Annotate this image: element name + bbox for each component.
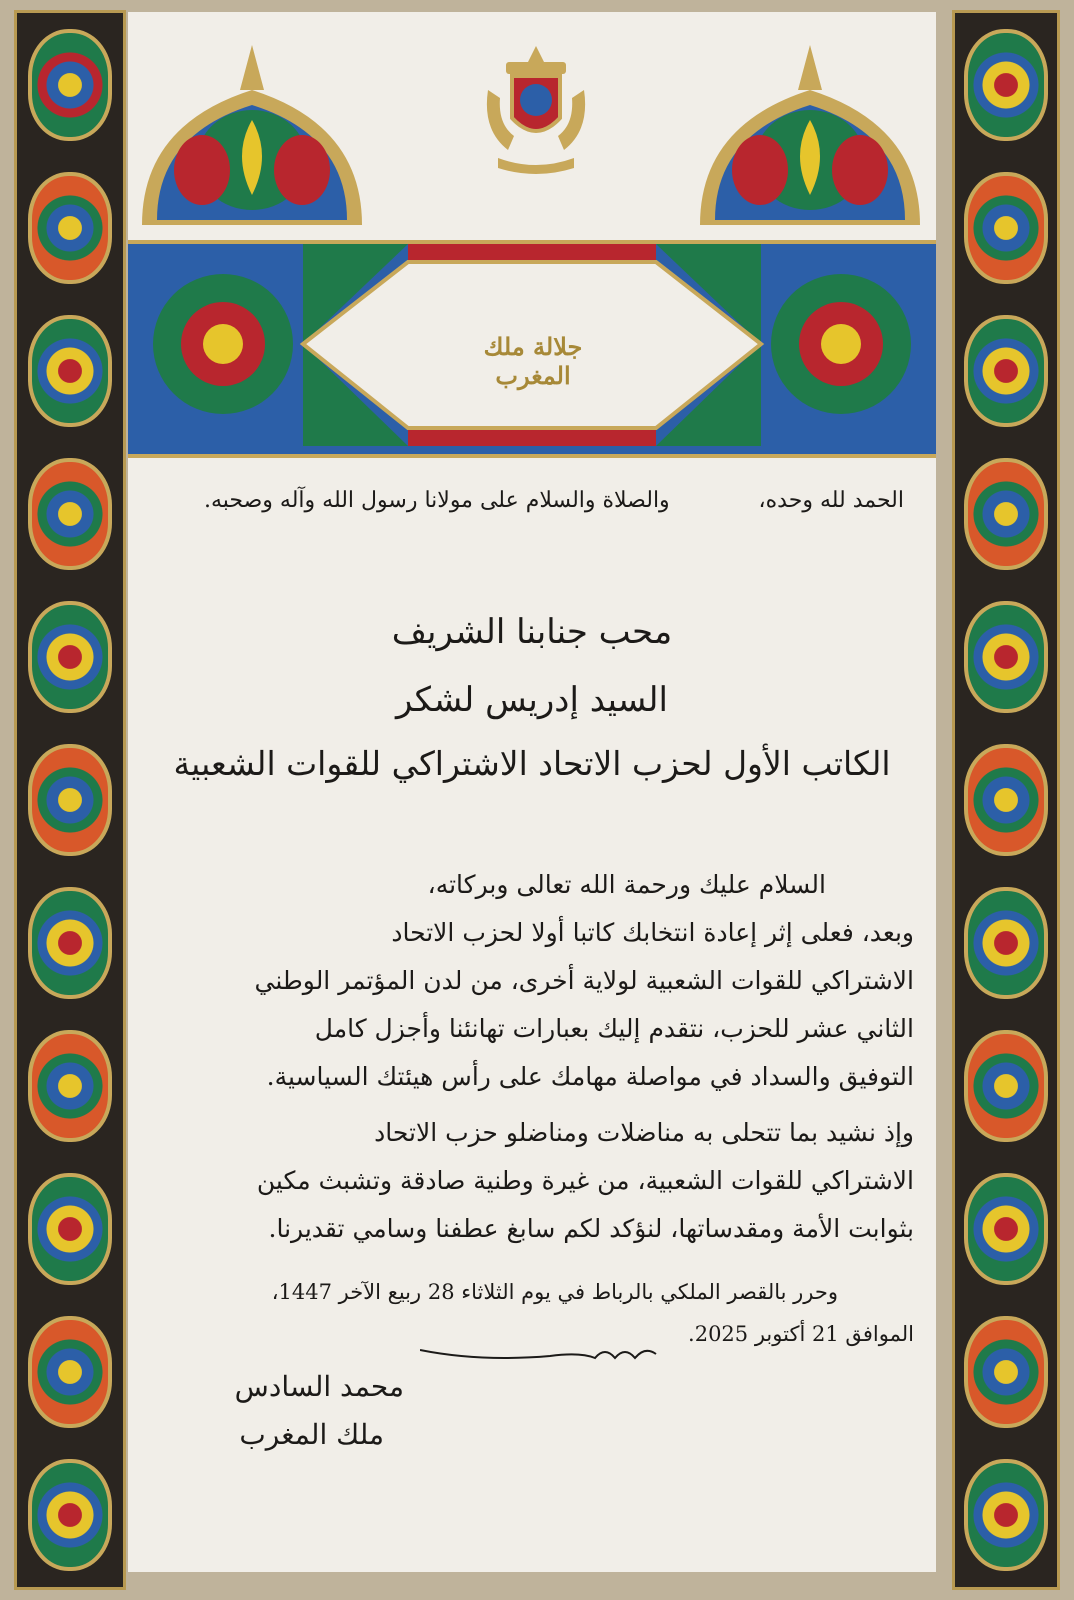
body-line: التوفيق والسداد في مواصلة مهامك على رأس هيئتك السياسية.	[266, 1062, 914, 1091]
body-line: الاشتراكي للقوات الشعبية لولاية أخرى، من لدن المؤتمر الوطني	[254, 966, 914, 995]
body-line: السلام عليك ورحمة الله تعالى وبركاته،	[427, 870, 826, 899]
zellige-tile	[28, 1173, 112, 1285]
body-line: بثوابت الأمة ومقدساتها، لنؤكد لكم سابغ عطفنا وسامي تقديرنا.	[268, 1214, 914, 1243]
zellige-tile	[28, 601, 112, 713]
zellige-tile	[28, 1030, 112, 1142]
zellige-tile	[964, 887, 1048, 999]
body-line: الاشتراكي للقوات الشعبية، من غيرة وطنية صادقة وتشبث مكين	[256, 1166, 914, 1195]
zellige-tile	[964, 1316, 1048, 1428]
zellige-tile	[28, 29, 112, 141]
zellige-tile	[964, 172, 1048, 284]
zellige-tile	[28, 315, 112, 427]
zellige-tile	[964, 1173, 1048, 1285]
invocation-blessing: والصلاة والسلام على مولانا رسول الله وآله وصحبه.	[204, 488, 670, 513]
band-title: جلالة ملك المغرب	[483, 332, 583, 390]
signature-name: محمد السادس	[234, 1370, 404, 1403]
zellige-tile	[964, 458, 1048, 570]
zellige-tile	[28, 172, 112, 284]
ornamental-header-band	[128, 240, 936, 458]
zellige-tile	[964, 601, 1048, 713]
left-ornamental-border	[14, 10, 126, 1590]
invocation-praise: الحمد لله وحده،	[758, 488, 904, 513]
zellige-tile	[28, 887, 112, 999]
zellige-tile	[964, 744, 1048, 856]
body-line: الثاني عشر للحزب، نتقدم إليك بعبارات تهانئنا وأجزل كامل	[314, 1014, 914, 1043]
recipient-title: الكاتب الأول لحزب الاتحاد الاشتراكي للقوات الشعبية	[173, 744, 891, 783]
zellige-tile	[28, 1459, 112, 1571]
flourish-stroke	[420, 1330, 660, 1370]
zellige-tile	[28, 1316, 112, 1428]
zellige-tile	[28, 744, 112, 856]
salutation-line: محب جنابنا الشريف	[391, 612, 673, 652]
zellige-tile	[964, 1459, 1048, 1571]
right-dome-ornament	[690, 30, 930, 230]
dating-line: وحرر بالقصر الملكي بالرباط في يوم الثلاثاء 28 ربيع الآخر 1447،	[271, 1280, 838, 1304]
zellige-tile	[964, 29, 1048, 141]
royal-coat-of-arms	[478, 40, 594, 180]
zellige-tile	[964, 315, 1048, 427]
zellige-tile	[28, 458, 112, 570]
signature-title: ملك المغرب	[239, 1418, 384, 1451]
dating-gregorian: الموافق 21 أكتوبر 2025.	[688, 1322, 914, 1346]
zellige-tile	[964, 1030, 1048, 1142]
right-ornamental-border	[952, 10, 1060, 1590]
left-dome-ornament	[132, 30, 372, 230]
recipient-name: السيد إدريس لشكر	[396, 680, 668, 720]
body-line: وإذ نشيد بما تتحلى به مناضلات ومناضلو حزب الاتحاد	[374, 1118, 914, 1147]
body-line: وبعد، فعلى إثر إعادة انتخابك كاتبا أولا لحزب الاتحاد	[391, 918, 914, 947]
